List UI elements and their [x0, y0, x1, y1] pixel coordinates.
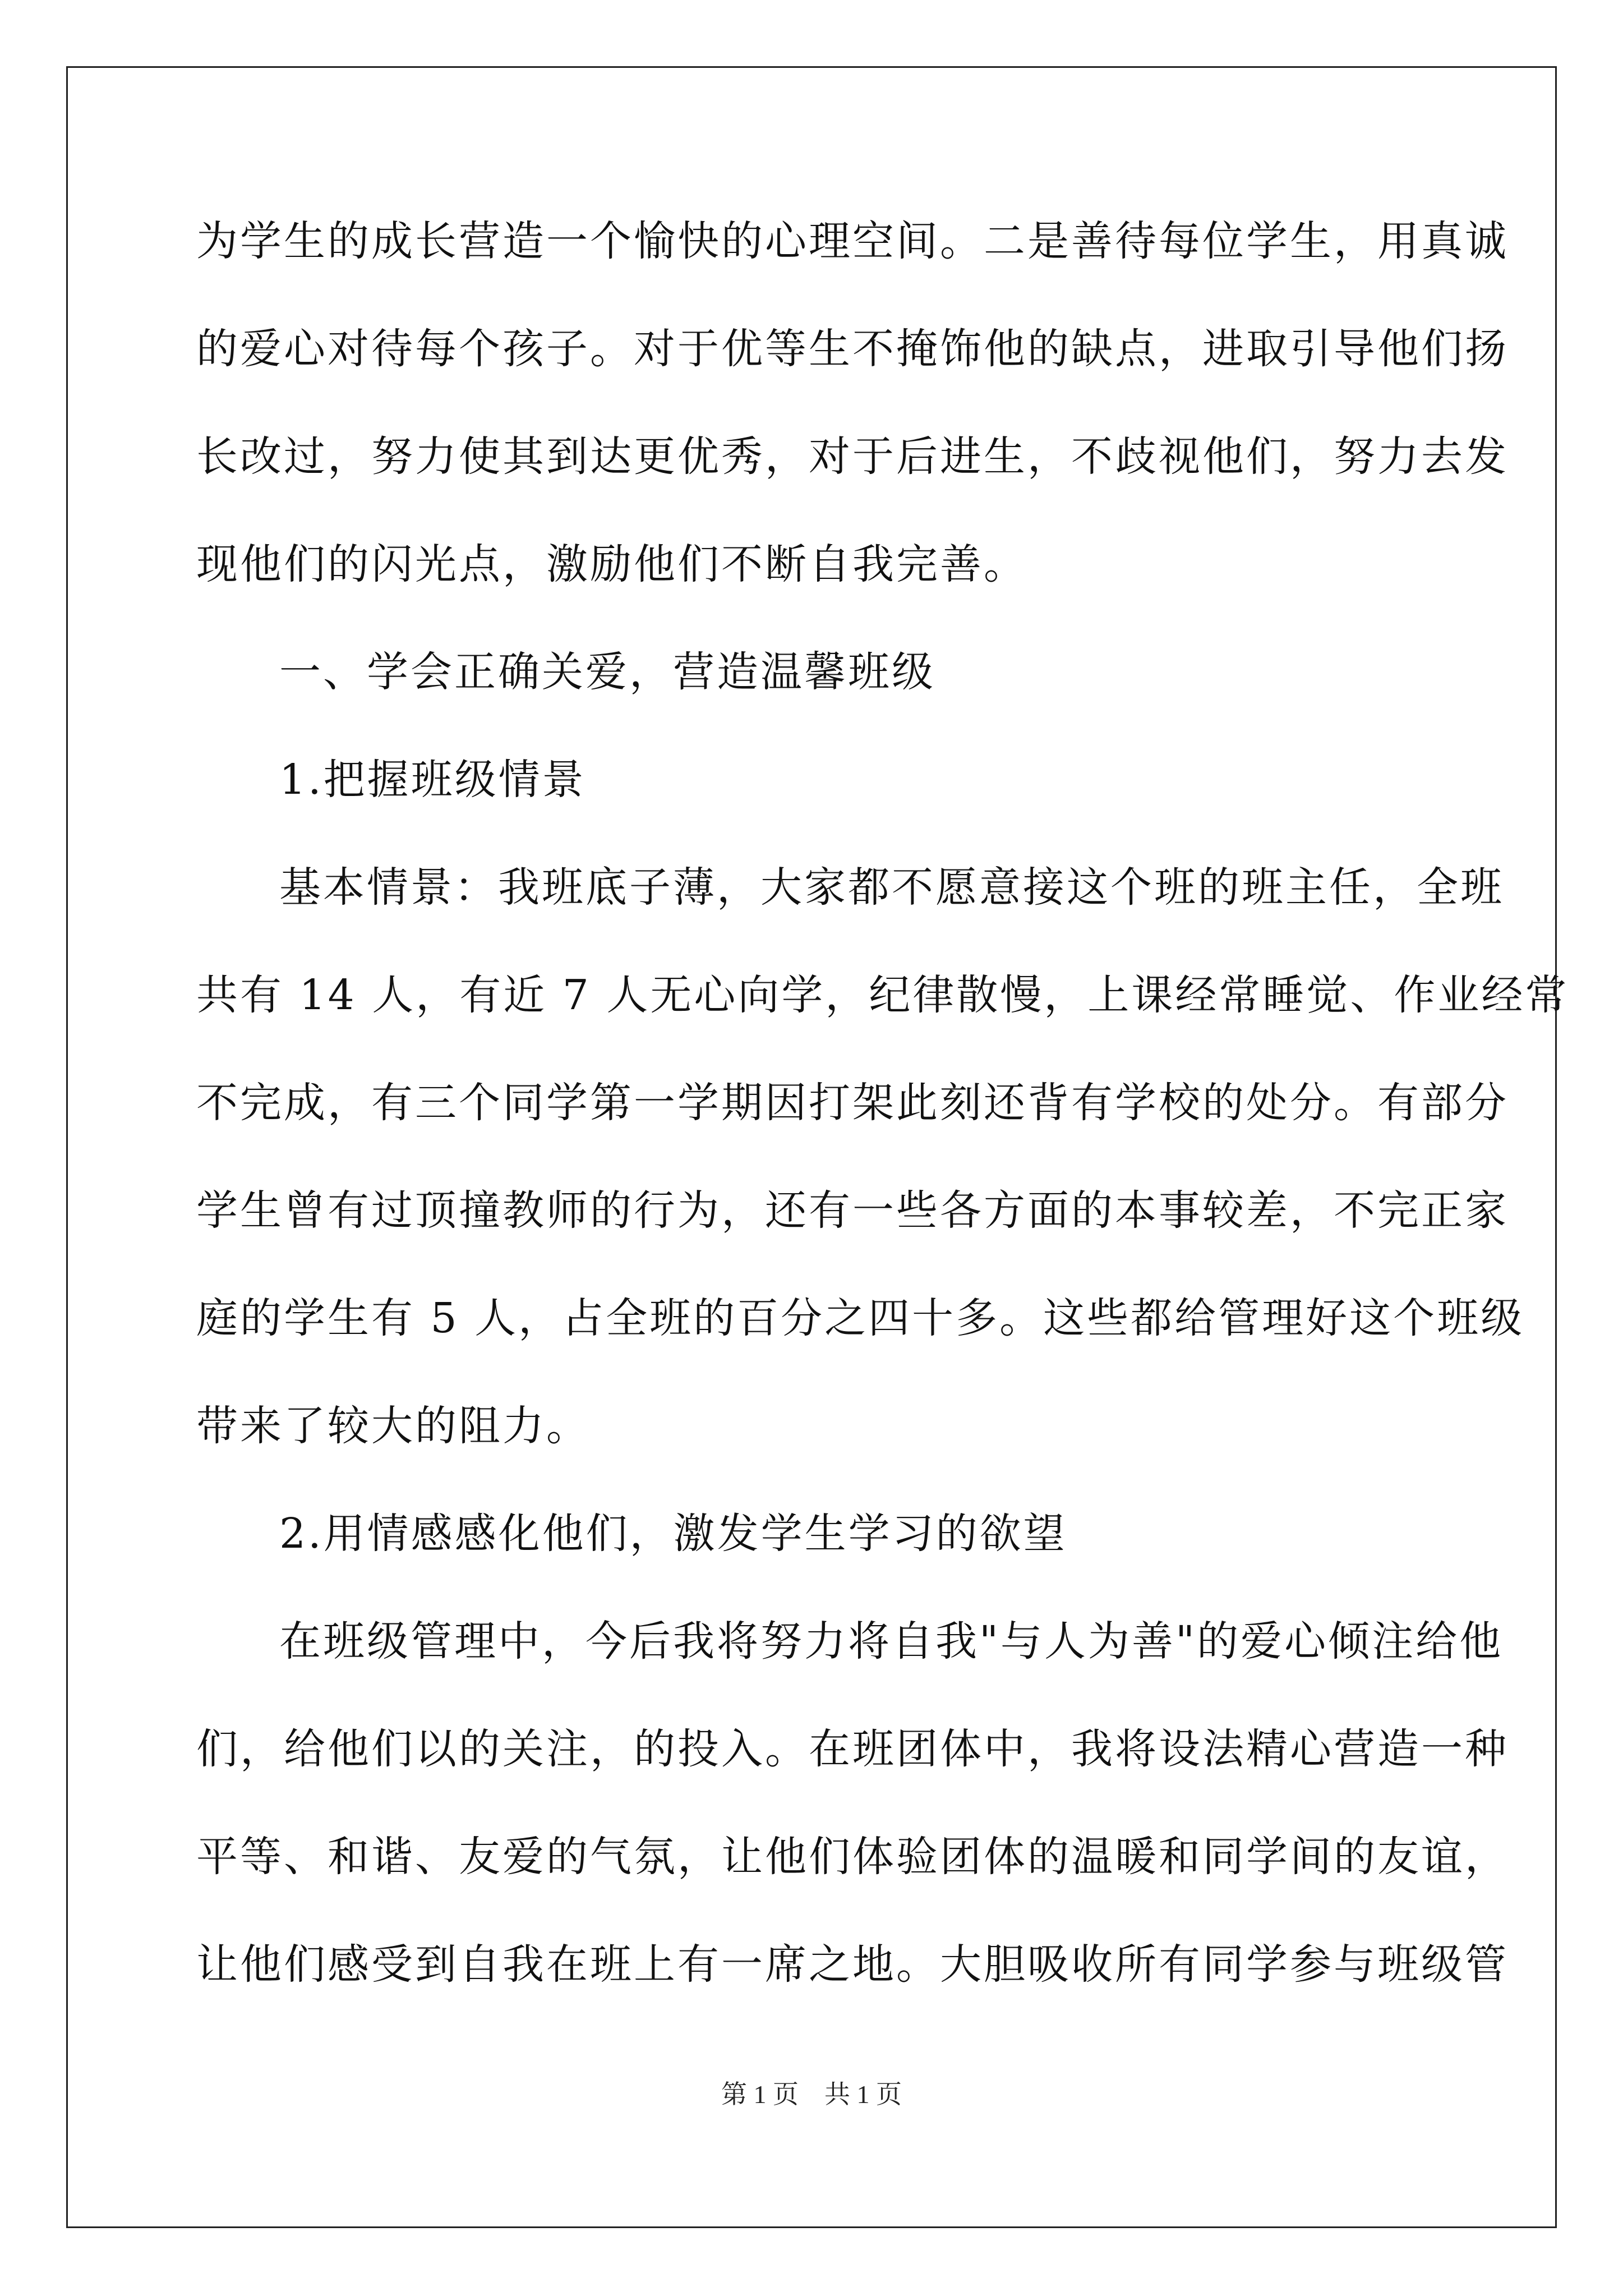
subsection-heading: 1.把握班级情景: [279, 756, 586, 804]
page-footer: 第 1 页 共 1 页: [721, 2080, 902, 2109]
section-heading: 一、学会正确关爱，营造温馨班级: [279, 648, 935, 696]
body-line: 的爱心对待每个孩子。对于优等生不掩饰他的缺点，进取引导他们扬: [196, 325, 1509, 373]
body-line: 不完成，有三个同学第一学期因打架此刻还背有学校的处分。有部分: [196, 1079, 1509, 1127]
body-line: 让他们感受到自我在班上有一席之地。大胆吸收所有同学参与班级管: [196, 1940, 1509, 1989]
body-line: 为学生的成长营造一个愉快的心理空间。二是善待每位学生，用真诚: [196, 217, 1509, 265]
body-line: 带来了较大的阻力。: [196, 1402, 590, 1450]
body-line: 平等、和谐、友爱的气氛，让他们体验团体的温暖和同学间的友谊，: [196, 1833, 1509, 1881]
body-line: 长改过，努力使其到达更优秀，对于后进生，不歧视他们，努力去发: [196, 432, 1509, 481]
body-line: 们，给他们以的关注，的投入。在班团体中，我将设法精心营造一种: [196, 1725, 1509, 1773]
body-line: 庭的学生有 5 人，占全班的百分之四十多。这些都给管理好这个班级: [196, 1294, 1525, 1342]
page-border: [66, 66, 1569, 2228]
body-line: 共有 14 人，有近 7 人无心向学，纪律散慢，上课经常睡觉、作业经常: [196, 971, 1569, 1019]
body-line: 学生曾有过顶撞教师的行为，还有一些各方面的本事较差，不完正家: [196, 1186, 1509, 1235]
subsection-heading: 2.用情感感化他们，激发学生学习的欲望: [279, 1510, 1067, 1558]
body-line: 基本情景：我班底子薄，大家都不愿意接这个班的班主任，全班: [279, 863, 1504, 912]
body-line: 现他们的闪光点，激励他们不断自我完善。: [196, 540, 1027, 588]
body-line: 在班级管理中，今后我将努力将自我"与人为善"的爱心倾注给他: [279, 1617, 1504, 1665]
